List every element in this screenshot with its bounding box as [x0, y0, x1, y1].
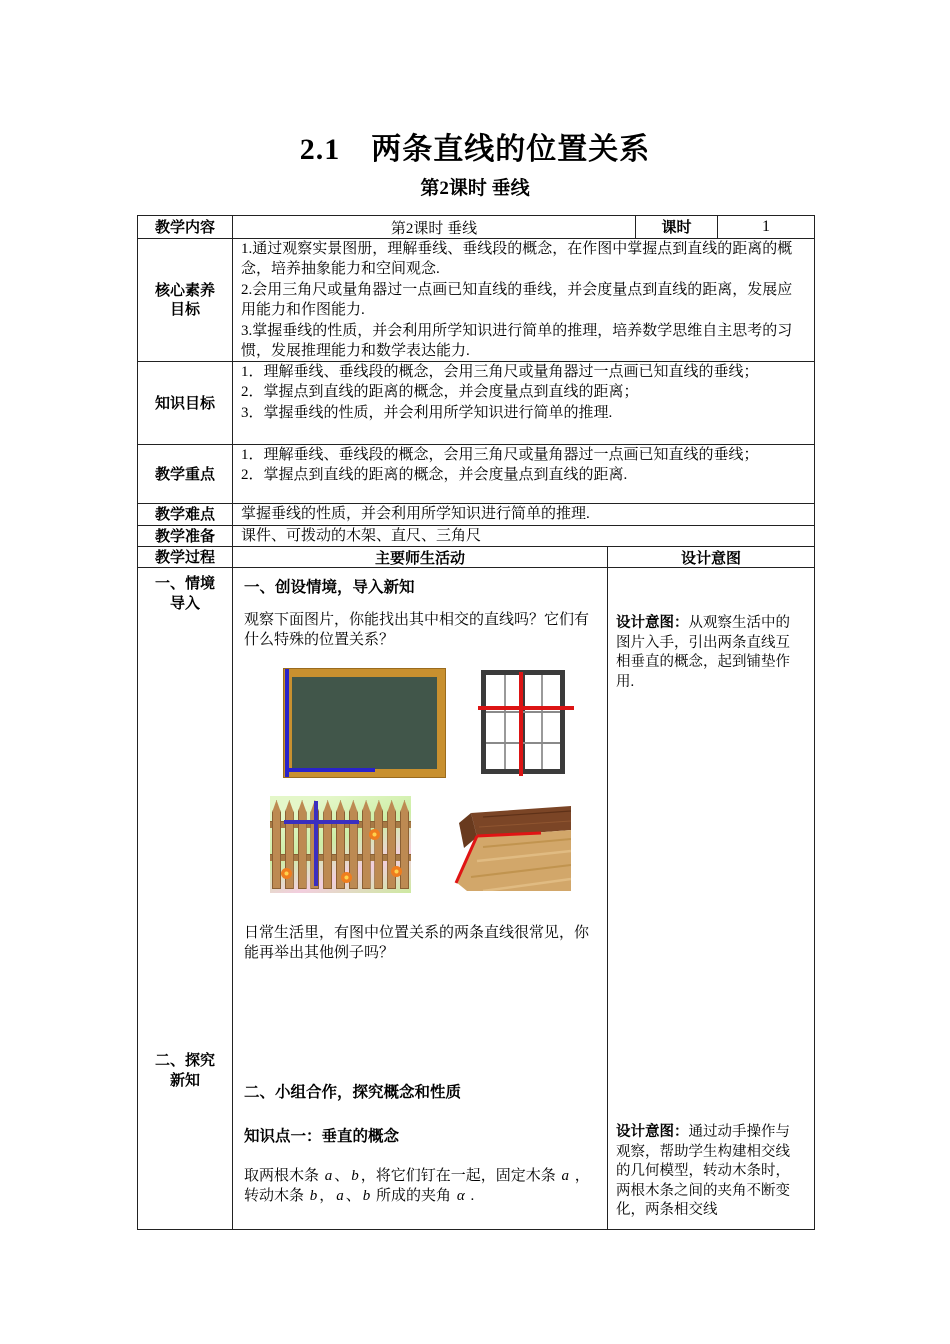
page-title: 2.1 两条直线的位置关系 [299, 133, 651, 166]
core-literacy-label [138, 239, 233, 361]
row-teaching-focus [138, 445, 814, 504]
knowledge-goals-label: 知识目标 [138, 362, 233, 444]
design-intent-block-1: 设计意图：从观察生活中的图片入手，引出两条直线互相垂直的概念，起到铺垫作用. [616, 615, 790, 690]
activity-paragraph-2: 日常生活里，有图中位置关系的两条直线很常见，你能再举出其他例子吗？ [244, 925, 590, 962]
activities-cell [233, 568, 608, 1229]
window-horizontal-highlight-line [478, 706, 574, 710]
row-core-literacy [138, 239, 814, 362]
core-literacy-content [233, 239, 814, 361]
window-rail [486, 711, 560, 713]
window-mullion [504, 675, 506, 769]
row-knowledge-goals [138, 362, 814, 445]
core-literacy-item: 1.通过观察实景图册，理解垂线、垂线段的概念，在作图中掌握点到直线的距离的概念，培养抽象能力和空间观念. [241, 241, 793, 278]
core-literacy-label-line2: 目标 [169, 301, 200, 318]
row-process-body [138, 568, 814, 1229]
design-intent-cell [608, 568, 814, 1229]
core-literacy-label-line1: 核心素养 [154, 282, 215, 299]
floor-corner-image [453, 803, 571, 891]
activity-heading-1: 一、创设情境，导入新知 [244, 579, 415, 596]
window-vertical-highlight-line [519, 672, 523, 776]
flower-icon [281, 868, 292, 879]
activity-paragraph-3: 取两根木条 a 、 b ，将它们钉在一起，固定木条 a ，转动木条 b ， a 、 b 所成的夹角 α . [244, 1168, 590, 1205]
teaching-focus-label: 教学重点 [138, 445, 233, 503]
stage-situation-import: 一、情境 导入 [154, 575, 215, 612]
knowledge-goal-item: 2．掌握点到直线的距离的概念，并会度量点到直线的距离； [241, 384, 639, 401]
knowledge-goals-content [233, 362, 814, 444]
window-mullion [541, 675, 543, 769]
period-label: 课时 [636, 216, 718, 238]
teaching-difficulty-content: 掌握垂线的性质，并会利用所学知识进行简单的推理. [241, 506, 590, 522]
stage-explore-new: 二、探究 新知 [154, 1052, 215, 1089]
knowledge-goal-item: 1．理解垂线、垂线段的概念，会用三角尺或量角器过一点画已知直线的垂线； [241, 364, 759, 380]
period-value: 1 [762, 218, 770, 235]
intent-header-label: 设计意图 [680, 549, 741, 567]
activity-paragraph-1: 观察下面图片，你能找出其中相交的直线吗？它们有什么特殊的位置关系？ [244, 612, 590, 649]
page-subtitle: 第2课时 垂线 [420, 178, 530, 199]
knowledge-goal-item: 3．掌握垂线的性质，并会利用所学知识进行简单的推理. [241, 404, 613, 421]
core-literacy-item: 2.会用三角尺或量角器过一点画已知直线的垂线，并会度量点到直线的距离，发展应用能力和作图能力. [241, 281, 793, 319]
teaching-focus-item: 2．掌握点到直线的距离的概念，并会度量点到直线的距离. [241, 467, 628, 484]
blackboard-image [283, 668, 446, 778]
teaching-preparation-label: 教学准备 [138, 526, 233, 546]
row-teaching-content [138, 216, 814, 239]
teaching-focus-item: 1．理解垂线、垂线段的概念，会用三角尺或量角器过一点画已知直线的垂线； [241, 447, 759, 463]
teaching-preparation-content: 课件、可拨动的木架、直尺、三角尺 [241, 528, 482, 544]
row-teaching-preparation [138, 526, 814, 547]
flower-icon [369, 829, 380, 840]
fence-vertical-highlight-line [314, 801, 318, 886]
teaching-difficulty-label: 教学难点 [138, 504, 233, 525]
window-rail [486, 742, 560, 744]
flower-icon [341, 872, 352, 883]
teaching-focus-content [233, 445, 814, 503]
blackboard-vertical-highlight-line [285, 669, 289, 777]
blackboard-surface [292, 677, 437, 769]
process-header-label: 教学过程 [138, 547, 233, 567]
teaching-content-label: 教学内容 [138, 216, 233, 238]
lesson-plan-table [137, 215, 815, 1230]
flower-icon [391, 866, 402, 877]
process-stages-cell [138, 568, 233, 1229]
row-process-header [138, 547, 814, 568]
fence-horizontal-highlight-line [284, 820, 359, 824]
blackboard-horizontal-highlight-line [285, 768, 375, 772]
teaching-content-value: 第2课时 垂线 [233, 216, 636, 238]
activities-header-label: 主要师生活动 [233, 547, 608, 567]
fence-image [270, 796, 411, 893]
activity-heading-3: 知识点一：垂直的概念 [244, 1128, 400, 1145]
core-literacy-item: 3.掌握垂线的性质，并会利用所学知识进行简单的推理，培养数学思维自主思考的习惯，发展推理能力和数学表达能力. [241, 322, 793, 360]
activity-heading-2: 二、小组合作，探究概念和性质 [244, 1084, 462, 1101]
window-image [481, 670, 565, 774]
design-intent-block-2: 设计意图：通过动手操作与观察，帮助学生构建相交线的几何模型，转动木条时，两根木条之间的夹角不断变化，两条相交线 [616, 1124, 790, 1218]
row-teaching-difficulty [138, 504, 814, 526]
